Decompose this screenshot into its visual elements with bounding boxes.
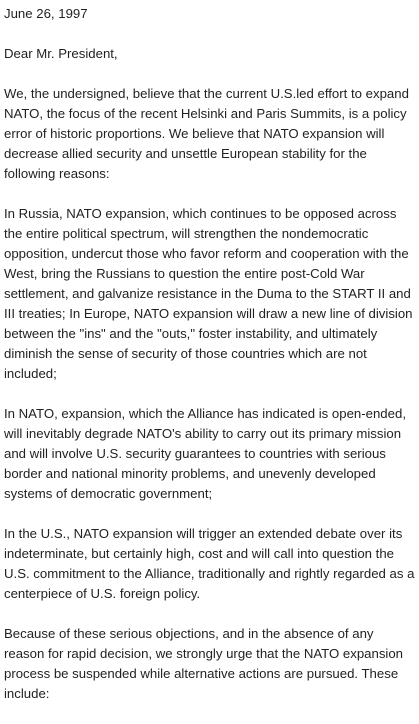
- letter-salutation: Dear Mr. President,: [4, 46, 118, 61]
- letter-paragraph-us: In the U.S., NATO expansion will trigger an extended debate over its indeterminate, but certainly high, cost and will call into question the U.S. commitment to the Alliance, traditionally and rightly regarded as a centerpiece of U.S. foreign policy.: [4, 526, 415, 601]
- letter-paragraph-russia-europe: In Russia, NATO expansion, which continues to be opposed across the entire political spectrum, will strengthen the nondemocratic opposition, undercut those who favor reform and cooperation with the West, bring the Russians to question the entire post-Cold War settlement, and galvanize resistance in the Duma to the START II and III treaties; In Europe, NATO expansion will draw a new line of division between the "ins" and the "outs," foster instability, and ultimately diminish the sense of security of those countries which are not included;: [4, 206, 413, 381]
- letter-paragraph-conclusion: Because of these serious objections, and in the absence of any reason for rapid decision, we strongly urge that the NATO expansion process be suspended while alternative actions are pursued. These include:: [4, 626, 404, 701]
- letter-paragraph-nato: In NATO, expansion, which the Alliance has indicated is open-ended, will inevitably degrade NATO's ability to carry out its primary mission and will involve U.S. security guarantees to countries with serious border and national minority problems, and unevenly developed systems of democratic government;: [4, 406, 406, 501]
- letter-paragraph-intro: We, the undersigned, believe that the current U.S.led effort to expand NATO, the focus of the recent Helsinki and Paris Summits, is a policy error of historic proportions. We believe that NATO expansion will decrease allied security and unsettle European stability for the following reasons:: [4, 86, 409, 181]
- letter-date: June 26, 1997: [4, 6, 88, 21]
- letter-body: [4, 4, 415, 724]
